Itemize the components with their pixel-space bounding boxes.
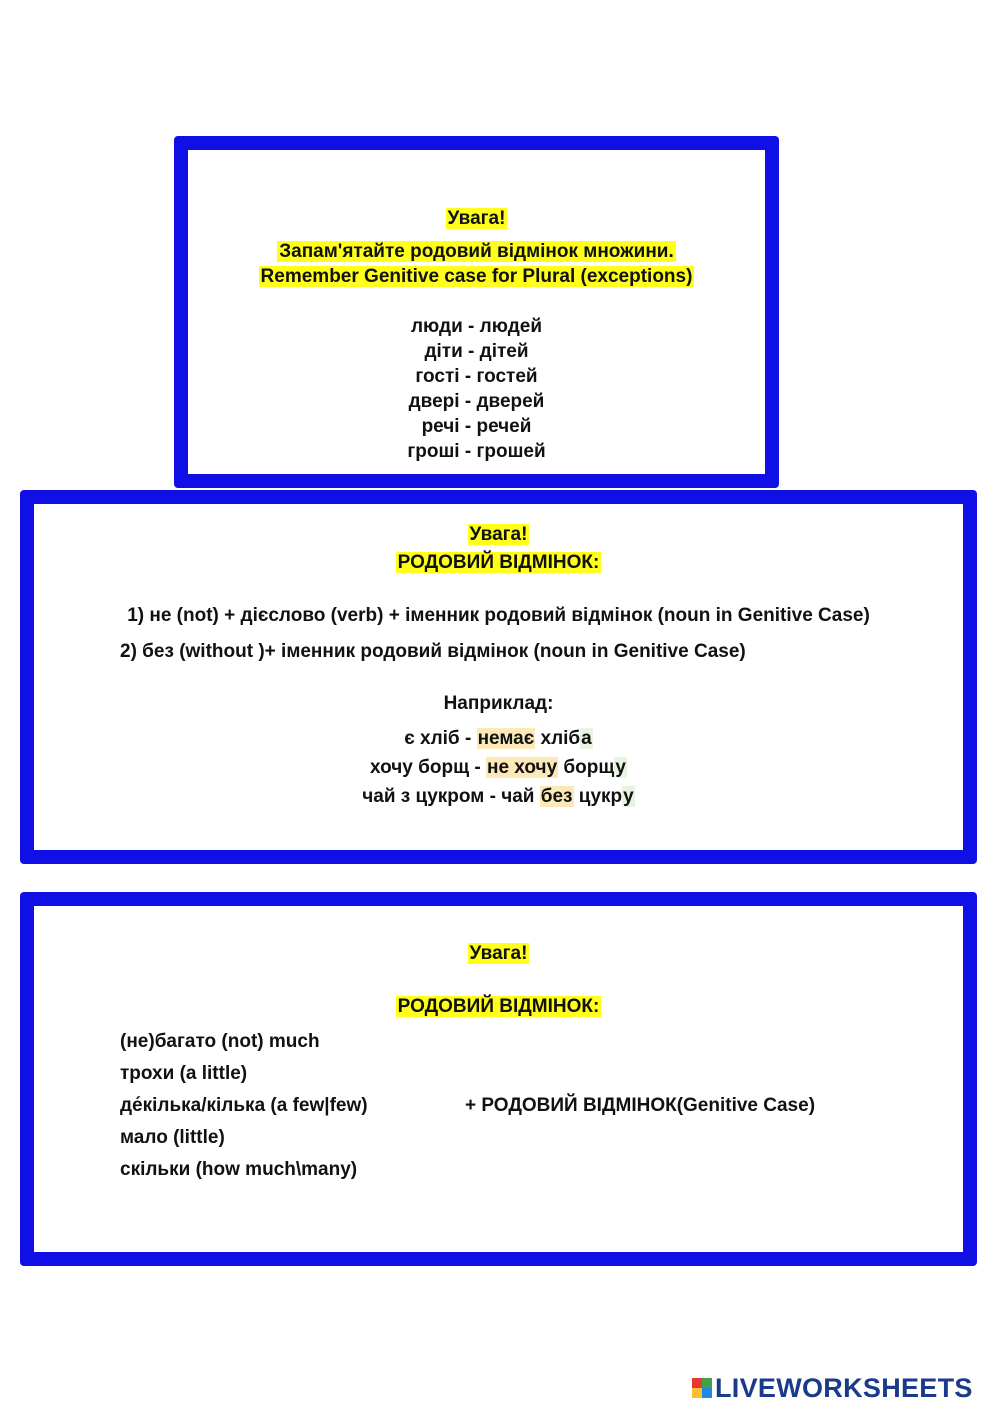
quantity-item: трохи (a little) (120, 1063, 248, 1084)
example-line (34, 726, 963, 751)
example-marker: не хочу (486, 757, 558, 778)
example-marker: немає (477, 728, 535, 749)
example-label: Наприклад: (443, 693, 554, 714)
pair-item: двері - дверей (408, 391, 545, 412)
example-ending: у (615, 757, 626, 778)
example-stem: хліб (535, 728, 581, 749)
liveworksheets-logo (692, 1373, 973, 1403)
box2-heading: РОДОВИЙ ВІДМІНОК: (397, 552, 600, 573)
pair-item: діти - дітей (424, 341, 529, 362)
example-stem: борщ (558, 757, 615, 778)
logo-square (702, 1388, 712, 1398)
brand-text: LIVEWORKSHEETS (715, 1372, 973, 1403)
genitive-rules-box (20, 490, 977, 864)
pair-item: люди - людей (410, 316, 543, 337)
box1-subtitle2: Remember Genitive case for Plural (exceptions) (260, 266, 693, 287)
box3-title: Увага! (469, 943, 528, 964)
box3-heading: РОДОВИЙ ВІДМІНОК: (397, 996, 600, 1017)
pair-item: речі - речей (421, 416, 532, 437)
example-marker: без (540, 786, 573, 807)
quantity-item: де́кілька/кілька (a few|few) (120, 1095, 368, 1116)
genitive-note: + РОДОВИЙ ВІДМІНОК(Genitive Case) (465, 1095, 816, 1116)
logo-square (692, 1388, 702, 1398)
quantity-words-box (20, 892, 977, 1266)
quantity-item: скільки (how much\many) (120, 1159, 358, 1180)
example-base: чай з цукром - чай (362, 786, 540, 807)
example-base: хочу борщ - (370, 757, 486, 778)
box1-title: Увага! (447, 208, 506, 229)
rule-2: 2) без (without )+ іменник родовий відмінок (noun in Genitive Case) (120, 641, 746, 662)
example-base: є хліб - (404, 728, 477, 749)
example-ending: а (581, 728, 592, 749)
box1-subtitle2-line (188, 264, 765, 289)
box3-heading-line (34, 994, 963, 1019)
quantity-item: мало (little) (120, 1127, 225, 1148)
logo-square (692, 1378, 702, 1388)
box1-title-line (188, 206, 765, 231)
example-ending: у (623, 786, 634, 807)
rule-1: 1) не (not) + дієслово (verb) + іменник родовий відмінок (noun in Genitive Case) (127, 605, 870, 626)
pair-item: гроші - грошей (407, 441, 546, 462)
box2-title-line (34, 522, 963, 547)
box1-subtitle1-line (188, 239, 765, 264)
box1-subtitle1: Запам'ятайте родовий відмінок множини. (279, 241, 674, 262)
plural-exceptions-box (174, 136, 779, 488)
box2-heading-line (34, 550, 963, 575)
quantity-item: (не)багато (not) much (120, 1031, 320, 1052)
example-line (34, 755, 963, 780)
logo-square (702, 1378, 712, 1388)
pair-item: гості - гостей (415, 366, 538, 387)
box2-title: Увага! (469, 524, 528, 545)
example-line (34, 784, 963, 809)
example-stem: цукр (573, 786, 623, 807)
box3-title-line (34, 941, 963, 966)
logo-grid-icon (692, 1378, 712, 1398)
